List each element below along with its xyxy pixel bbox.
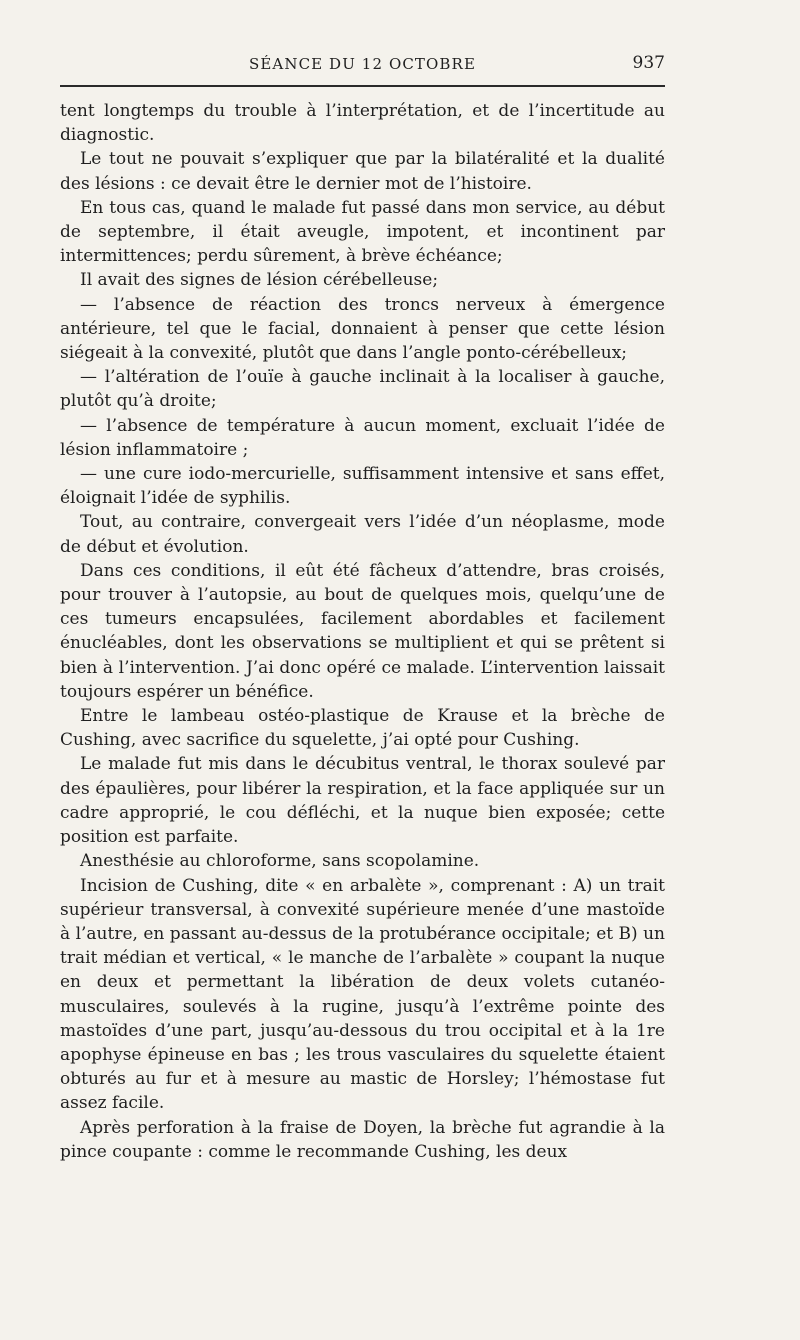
paragraph: En tous cas, quand le malade fut passé dans mon service, au début de septembre, il était aveugle, impotent, et incontinent par intermittences; perdu sûrement, à brève échéance; <box>60 197 665 267</box>
body-text <box>60 99 665 1164</box>
paragraph: Dans ces conditions, il eût été fâcheux d’attendre, bras croisés, pour trouver à l’autopsie, au bout de quelques mois, quelqu’une de ces tumeurs encapsulées, facilement abordables et facilement énucléables, dont les observations se multiplient et qui se prêtent si bien à l’intervention. J’ai donc opéré ce malade. L’intervention laissait toujours espérer un bénéfice. <box>60 560 665 702</box>
paragraph: — l’altération de l’ouïe à gauche inclinait à la localiser à gauche, plutôt qu’à droite; <box>60 367 665 412</box>
paragraph: Il avait des signes de lésion cérébelleuse; <box>80 270 439 291</box>
paragraph: Le malade fut mis dans le décubitus ventral, le thorax soulevé par des épaulières, pour libérer la respiration, et la face appliquée sur un cadre approprié, le cou défléchi, et la nuque bien exposée; cette position est parfaite. <box>60 754 665 848</box>
paragraph: — l’absence de température à aucun moment, excluait l’idée de lésion inflammatoire ; <box>60 415 665 460</box>
document-page <box>60 45 665 1164</box>
paragraph: Après perforation à la fraise de Doyen, la brèche fut agrandie à la pince coupante : comme le recommande Cushing, les deux <box>60 1117 665 1162</box>
paragraph: tent longtemps du trouble à l’interprétation, et de l’incertitude au diagnostic. <box>60 101 665 146</box>
running-title: SÉANCE DU 12 OCTOBRE <box>248 55 476 73</box>
paragraph: Anesthésie au chloroforme, sans scopolamine. <box>80 851 480 872</box>
paragraph: — l’absence de réaction des troncs nerveux à émergence antérieure, tel que le facial, donnaient à penser que cette lésion siégeait à la convexité, plutôt que dans l’angle ponto-cérébelleux; <box>60 294 665 364</box>
page-number: 937 <box>632 53 665 73</box>
paragraph: Tout, au contraire, convergeait vers l’idée d’un néoplasme, mode de début et évolution. <box>60 512 665 557</box>
paragraph: Le tout ne pouvait s’expliquer que par la bilatéralité et la dualité des lésions : ce devait être le dernier mot de l’histoire. <box>60 149 665 194</box>
paragraph: Incision de Cushing, dite « en arbalète », comprenant : A) un trait supérieur transversal, à convexité supérieure menée d’une mastoïde à l’autre, en passant au-dessus de la protubérance occipitale; et B) un trait médian et vertical, « le manche de l’arbalète » coupant la nuque en deux et permettant la libération de deux volets cutanéo-musculaires, soulevés à la rugine, jusqu’à l’extrême pointe des mastoïdes d’une part, jusqu’au-dessous du trou occipital et à la 1re apophyse épineuse en bas ; les trous vasculaires du squelette étaient obturés au fur et à mesure au mastic de Horsley; l’hémostase fut assez facile. <box>60 875 665 1114</box>
paragraph: — une cure iodo-mercurielle, suffisamment intensive et sans effet, éloignait l’idée de syphilis. <box>60 464 665 509</box>
running-header <box>60 45 665 87</box>
paragraph: Entre le lambeau ostéo-plastique de Krause et la brèche de Cushing, avec sacrifice du squelette, j’ai opté pour Cushing. <box>60 706 665 751</box>
